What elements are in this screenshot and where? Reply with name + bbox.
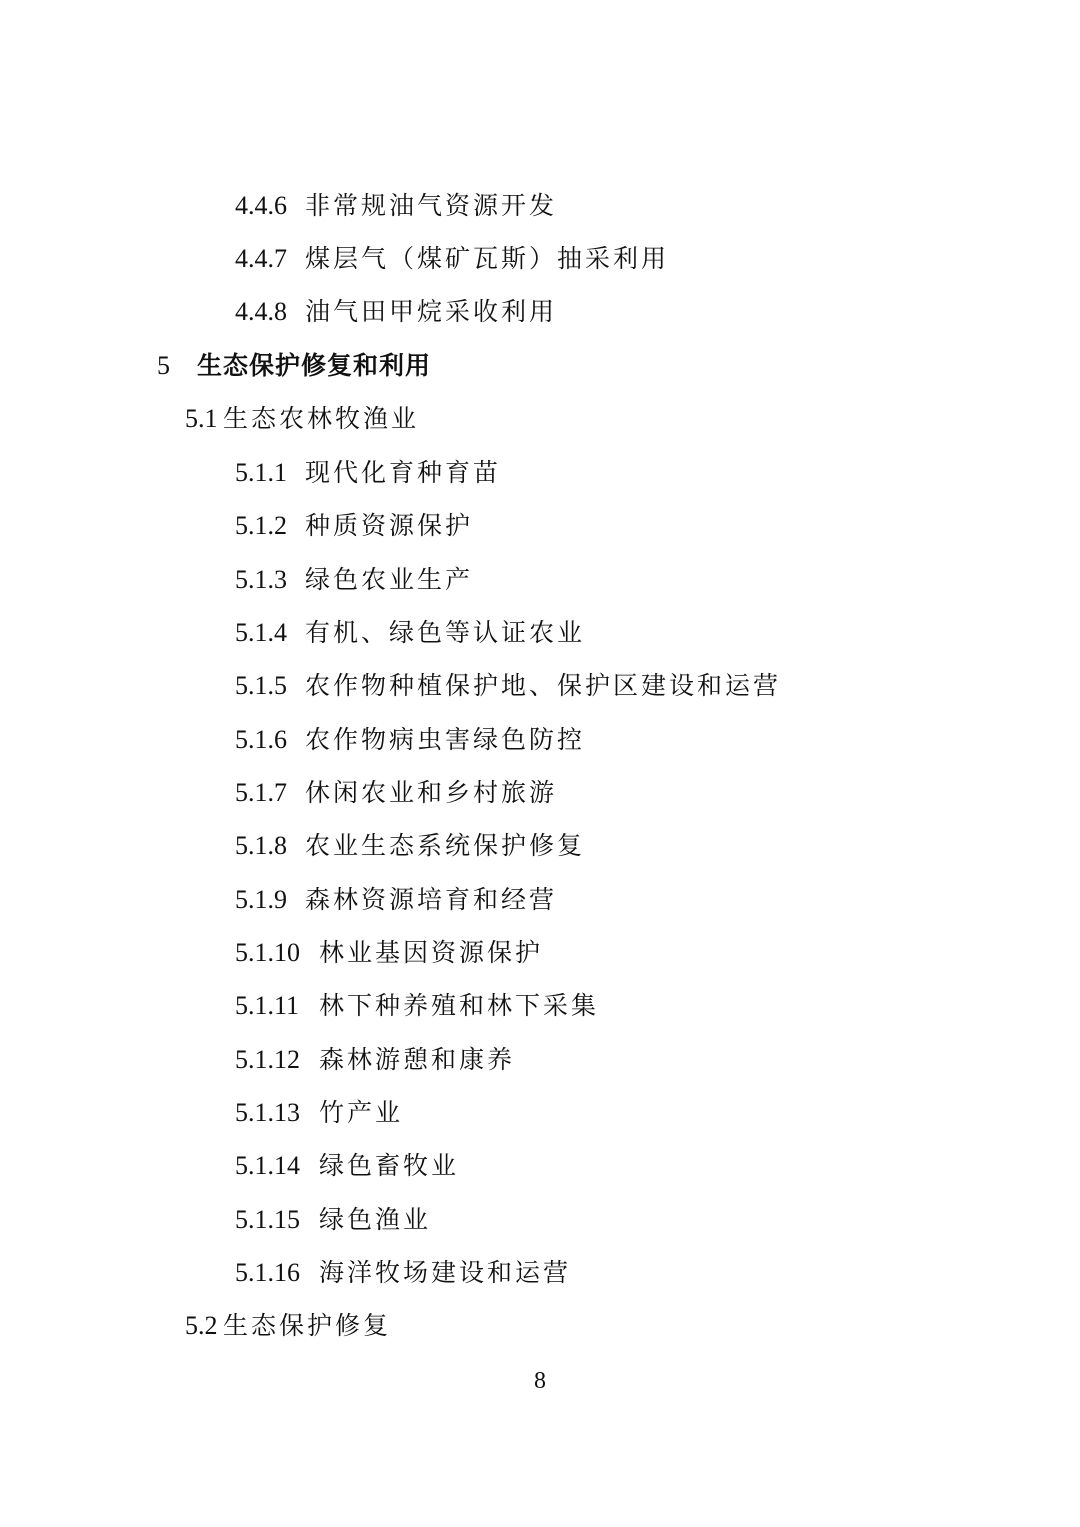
- toc-number: 5.1.12: [235, 1045, 300, 1074]
- toc-entry-5-1-5: [235, 673, 781, 699]
- toc-number: 4.4.8: [235, 297, 287, 326]
- toc-title: 现代化育种育苗: [305, 458, 502, 487]
- toc-title: 生态保护修复和利用: [197, 351, 432, 380]
- toc-number: 5.1.4: [235, 618, 287, 647]
- toc-number: 5.1.1: [235, 458, 287, 487]
- toc-number: 5.1.14: [235, 1151, 300, 1180]
- toc-entry-5-1-16: [235, 1260, 571, 1286]
- toc-number: 4.4.6: [235, 191, 287, 220]
- toc-number: 5.1.9: [235, 885, 287, 914]
- toc-title: 有机、绿色等认证农业: [305, 618, 586, 647]
- toc-entry-5-1-15: [235, 1207, 431, 1233]
- toc-title: 竹产业: [319, 1098, 404, 1127]
- toc-number: 5.1.8: [235, 831, 287, 860]
- toc-entry-4-4-8: [235, 299, 557, 325]
- toc-title: 生态农林牧渔业: [223, 404, 420, 433]
- toc-number: 5.1.7: [235, 778, 287, 807]
- toc-entry-5-1-6: [235, 727, 585, 753]
- toc-number: 5.1.10: [235, 938, 300, 967]
- toc-entry-4-4-7: [235, 246, 669, 272]
- toc-number: 5.1.3: [235, 565, 287, 594]
- toc-chapter-5: [157, 353, 431, 379]
- toc-title: 农作物种植保护地、保护区建设和运营: [305, 671, 782, 700]
- toc-entry-4-4-6: [235, 193, 557, 219]
- toc-title: 煤层气（煤矿瓦斯）抽采利用: [305, 244, 670, 273]
- toc-number: 5.1.5: [235, 671, 287, 700]
- toc-title: 农业生态系统保护修复: [305, 831, 586, 860]
- toc-section-5-1: [185, 406, 419, 432]
- toc-title: 绿色畜牧业: [319, 1151, 460, 1180]
- toc-entry-5-1-1: [235, 460, 501, 486]
- toc-title: 生态保护修复: [223, 1311, 392, 1340]
- toc-entry-5-1-12: [235, 1047, 515, 1073]
- page-number: 8: [534, 1368, 546, 1394]
- toc-number: 5.1.11: [235, 991, 300, 1020]
- toc-title: 林下种养殖和林下采集: [319, 991, 600, 1020]
- toc-entry-5-1-10: [235, 940, 543, 966]
- toc-title: 森林资源培育和经营: [305, 885, 558, 914]
- toc-entry-5-1-2: [235, 513, 473, 539]
- toc-title: 休闲农业和乡村旅游: [305, 778, 558, 807]
- toc-title: 油气田甲烷采收利用: [305, 297, 558, 326]
- toc-entry-5-1-7: [235, 780, 557, 806]
- toc-entry-5-1-4: [235, 620, 585, 646]
- toc-title: 绿色渔业: [319, 1205, 432, 1234]
- toc-entry-5-1-13: [235, 1100, 403, 1126]
- toc-title: 海洋牧场建设和运营: [319, 1258, 572, 1287]
- toc-number: 5.1.13: [235, 1098, 300, 1127]
- toc-title: 非常规油气资源开发: [305, 191, 558, 220]
- toc-title: 森林游憩和康养: [319, 1045, 516, 1074]
- toc-entry-5-1-3: [235, 567, 473, 593]
- toc-entry-5-1-8: [235, 833, 585, 859]
- toc-section-5-2: [185, 1313, 391, 1339]
- toc-number: 5.1: [185, 404, 218, 433]
- toc-entry-5-1-14: [235, 1153, 459, 1179]
- toc-title: 绿色农业生产: [305, 565, 474, 594]
- toc-number: 5.1.6: [235, 725, 287, 754]
- toc-number: 5.1.2: [235, 511, 287, 540]
- toc-title: 林业基因资源保护: [319, 938, 544, 967]
- toc-title: 农作物病虫害绿色防控: [305, 725, 586, 754]
- toc-number: 5: [157, 351, 170, 380]
- toc-title: 种质资源保护: [305, 511, 474, 540]
- toc-number: 4.4.7: [235, 244, 287, 273]
- toc-entry-5-1-9: [235, 887, 557, 913]
- toc-number: 5.1.16: [235, 1258, 300, 1287]
- toc-number: 5.2: [185, 1311, 218, 1340]
- toc-number: 5.1.15: [235, 1205, 300, 1234]
- toc-entry-5-1-11: [235, 993, 599, 1019]
